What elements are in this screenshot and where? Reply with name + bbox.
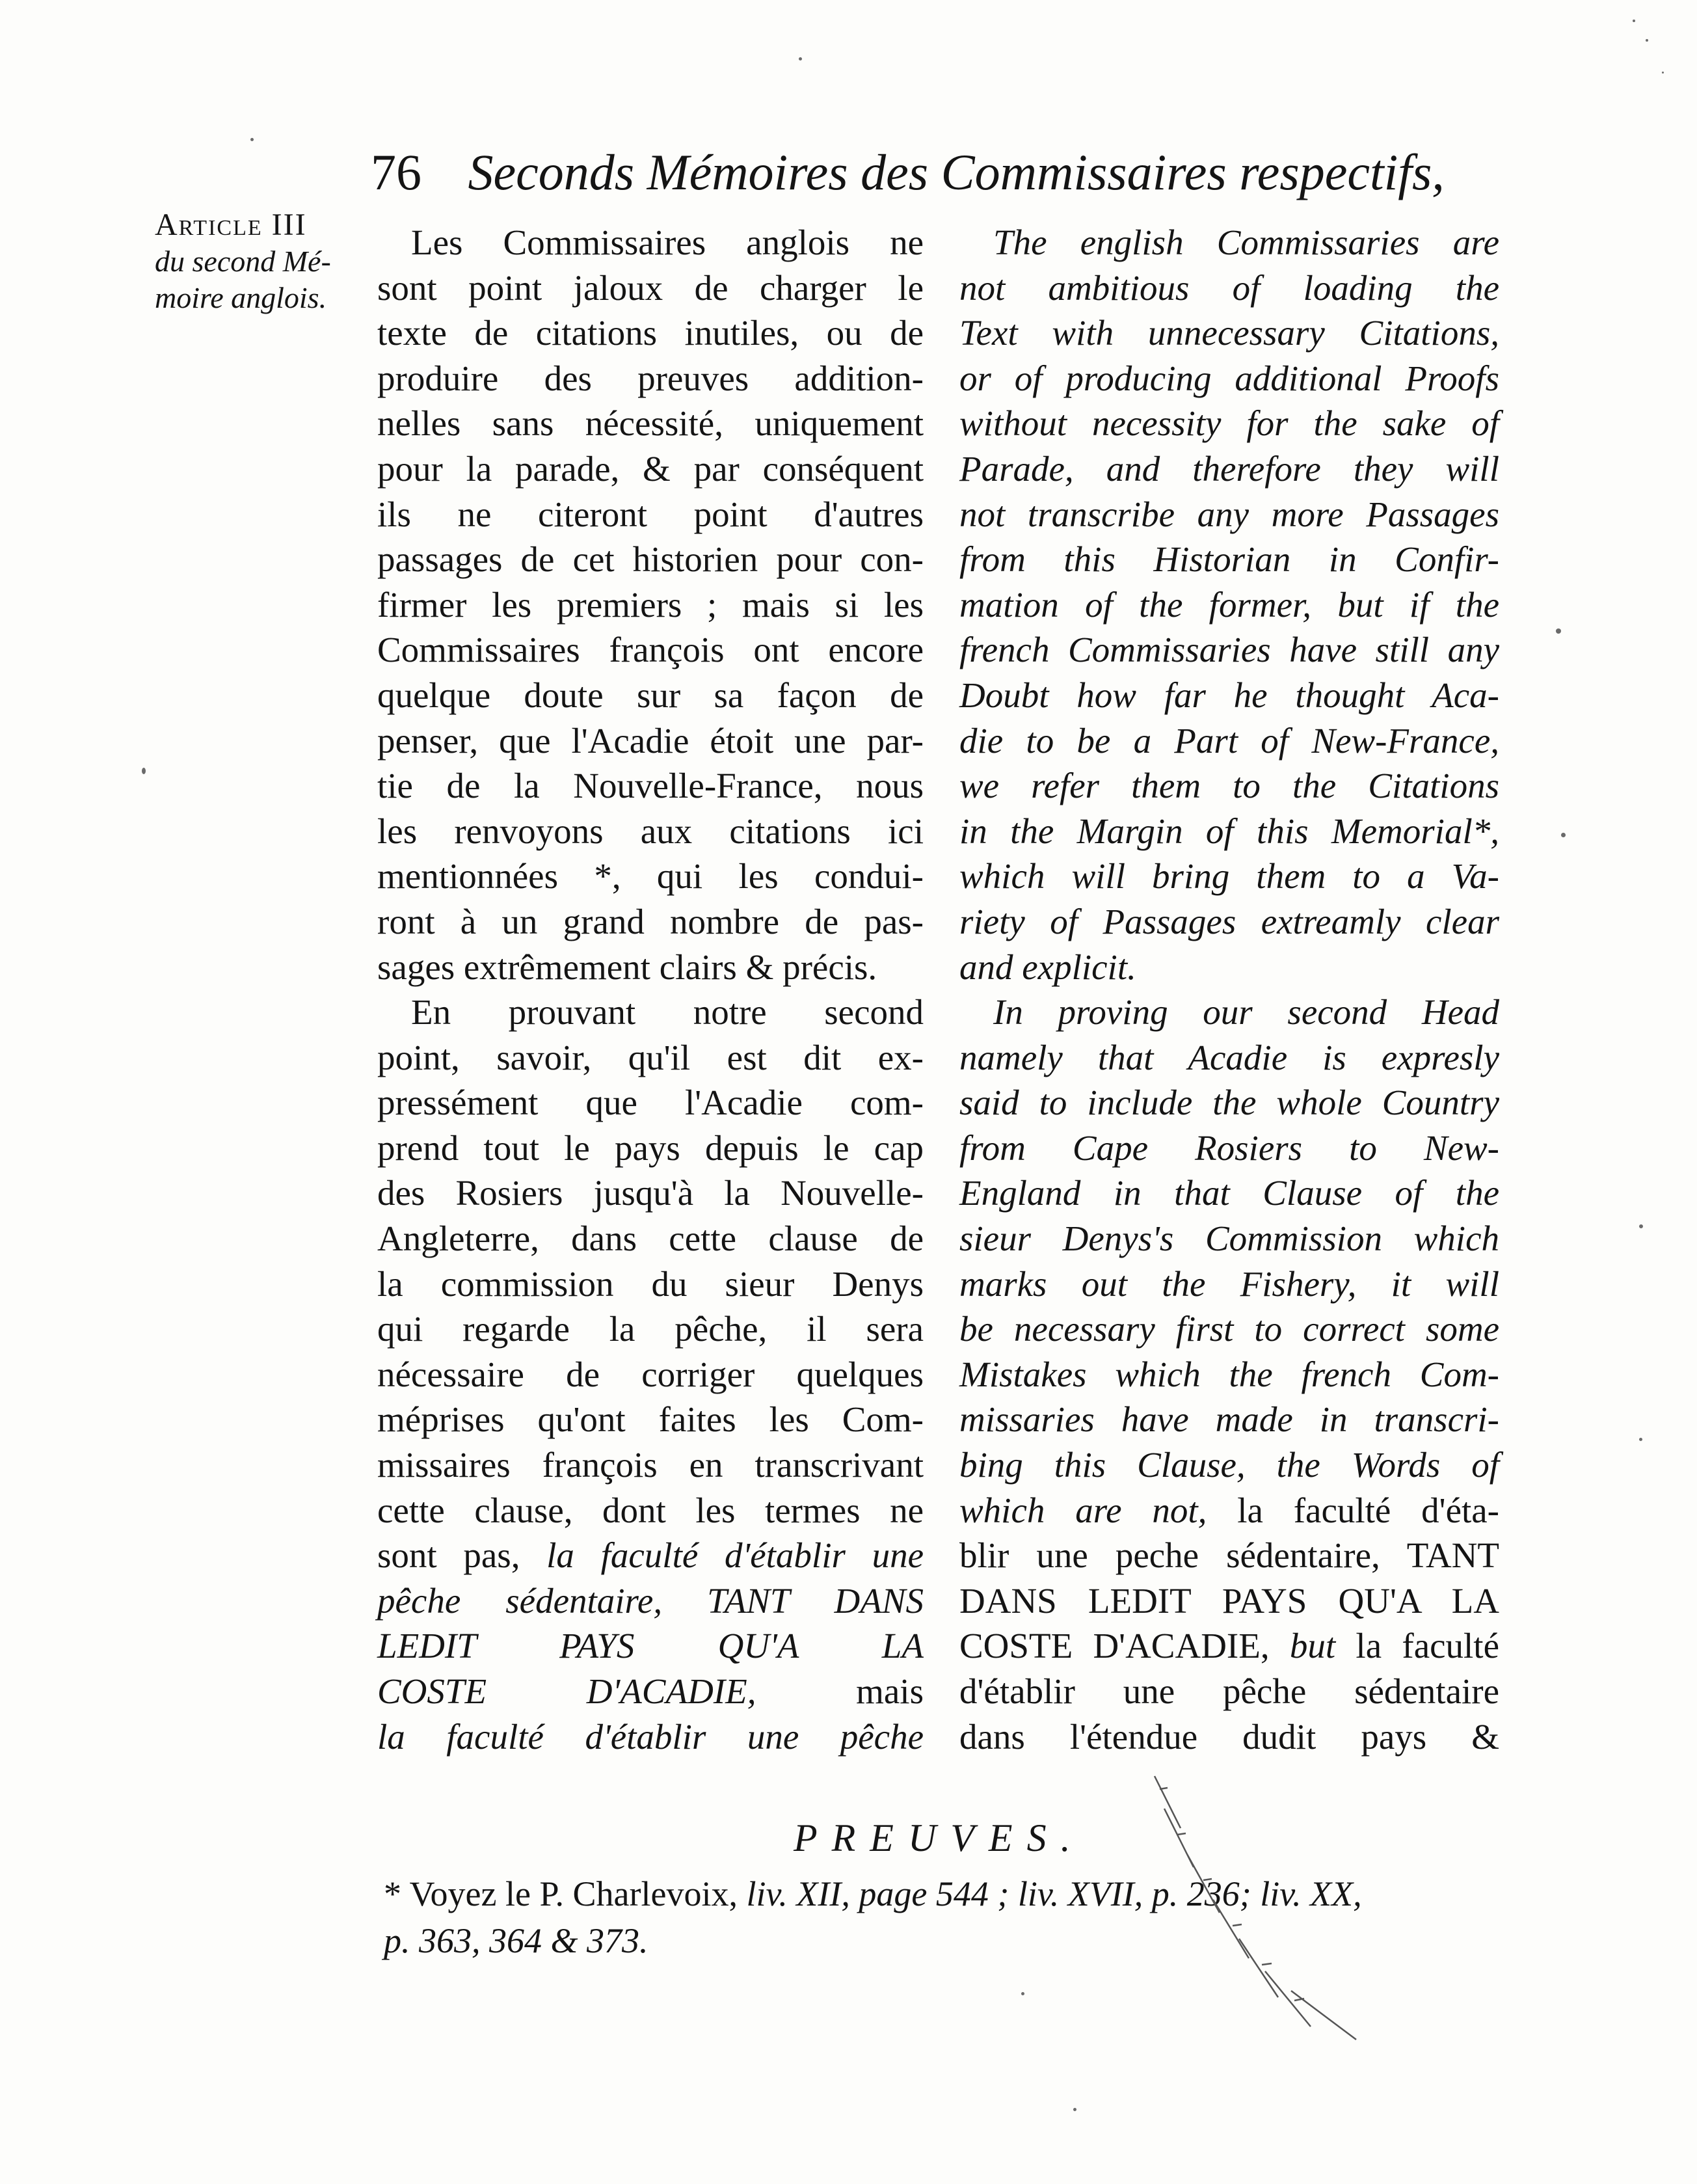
french-line: des Rosiers jusqu'à la Nouvelle-	[377, 1173, 924, 1213]
french-line: sages extrêmement clairs & précis.	[377, 947, 877, 987]
french-line: firmer les premiers ; mais si les	[377, 584, 924, 625]
english-line: Doubt how far he thought Aca-	[959, 675, 1499, 715]
print-speck	[142, 768, 146, 774]
english-roman-text: la faculté	[1335, 1626, 1499, 1666]
french-line: produire des preuves addition-	[377, 358, 924, 398]
english-line: marks out the Fishery, it will	[959, 1263, 1499, 1304]
margin-line-3: moire anglois.	[155, 281, 327, 314]
french-line: En prouvant notre second	[411, 992, 924, 1032]
french-line: pressément que l'Acadie com-	[377, 1083, 924, 1123]
english-line: without necessity for the sake of	[959, 403, 1499, 444]
english-roman-text: COSTE D'ACADIE,	[959, 1626, 1290, 1666]
french-line: la commission du sieur Denys	[377, 1263, 924, 1304]
running-title: Seconds Mémoires des Commissaires respectifs,	[468, 144, 1445, 200]
english-line: Text with unnecessary Citations,	[959, 313, 1499, 353]
french-line: penser, que l'Acadie étoit une par-	[377, 720, 924, 761]
footnote-roman-text: * Voyez le P. Charlevoix,	[384, 1874, 747, 1913]
english-column	[959, 220, 1499, 1759]
french-line: missaires françois en transcrivant	[377, 1445, 924, 1485]
french-line: passages de cet historien pour con-	[377, 539, 924, 580]
print-speck	[250, 138, 254, 141]
english-line: not ambitious of loading the	[959, 267, 1499, 308]
english-line: or of producing additional Proofs	[959, 358, 1499, 398]
print-speck	[1662, 72, 1664, 74]
french-line: ront à un grand nombre de pas-	[377, 901, 924, 941]
english-line: we refer them to the Citations	[959, 766, 1499, 806]
english-line: be necessary first to correct some	[959, 1309, 1499, 1349]
scan-artifact-hatching	[1142, 1770, 1369, 2043]
english-line: and explicit.	[959, 947, 1136, 987]
french-line: qui regarde la pêche, il sera	[377, 1309, 924, 1349]
english-line: England in that Clause of the	[959, 1173, 1499, 1213]
french-line: nécessaire de corriger quelques	[377, 1354, 924, 1394]
english-line: french Commissaries have still any	[959, 630, 1499, 670]
page-number: 76	[371, 144, 421, 200]
footnote-line-2: p. 363, 364 & 373.	[384, 1921, 648, 1960]
english-line: not transcribe any more Passages	[959, 494, 1499, 534]
english-line	[959, 1488, 1499, 1533]
french-line: mentionnées *, qui les condui-	[377, 856, 924, 897]
margin-note	[155, 207, 369, 316]
print-speck	[1639, 1224, 1643, 1228]
english-line: blir une peche sédentaire, TANT	[959, 1535, 1499, 1576]
french-line: LEDIT PAYS QU'A LA	[377, 1626, 924, 1666]
french-line: méprises qu'ont faites les Com-	[377, 1399, 924, 1440]
english-line: In proving our second Head	[993, 992, 1499, 1032]
english-line: missaries have made in transcri-	[959, 1399, 1499, 1440]
english-line: bing this Clause, the Words of	[959, 1445, 1499, 1485]
english-line: namely that Acadie is expresly	[959, 1037, 1499, 1077]
french-line: prend tout le pays depuis le cap	[377, 1127, 924, 1168]
english-line: said to include the whole Country	[959, 1083, 1499, 1123]
english-line: DANS LEDIT PAYS QU'A LA	[959, 1580, 1499, 1621]
english-line: which will bring them to a Va-	[959, 856, 1499, 897]
french-roman-text: mais	[756, 1671, 924, 1711]
french-line: les renvoyons aux citations ici	[377, 811, 924, 851]
print-speck	[799, 57, 802, 61]
print-speck	[1639, 1438, 1642, 1441]
english-line: in the Margin of this Memorial*,	[959, 811, 1499, 851]
english-line: from Cape Rosiers to New-	[959, 1127, 1499, 1168]
english-line: riety of Passages extreamly clear	[959, 901, 1499, 941]
french-line	[377, 1669, 924, 1714]
french-column	[377, 220, 924, 1759]
french-line: Angleterre, dans cette clause de	[377, 1219, 924, 1259]
french-line: point, savoir, qu'il est dit ex-	[377, 1037, 924, 1077]
french-roman-text: sont pas,	[377, 1535, 547, 1576]
english-line: mation of the former, but if the	[959, 584, 1499, 625]
french-line: pour la parade, & par conséquent	[377, 448, 924, 489]
margin-line-2: du second Mé-	[155, 245, 331, 278]
french-line: ils ne citeront point d'autres	[377, 494, 924, 534]
french-line: tie de la Nouvelle-France, nous	[377, 766, 924, 806]
proofs-heading: PREUVES.	[794, 1816, 1085, 1859]
english-line: from this Historian in Confir-	[959, 539, 1499, 580]
english-line: Parade, and therefore they will	[959, 448, 1499, 489]
french-italic-text: la faculté d'établir une	[546, 1535, 924, 1576]
french-line: sont point jaloux de charger le	[377, 267, 924, 308]
french-line	[377, 1533, 924, 1578]
french-line: Commissaires françois ont encore	[377, 630, 924, 670]
print-speck	[1633, 20, 1635, 22]
print-speck	[1561, 833, 1566, 837]
french-line: Les Commissaires anglois ne	[411, 222, 924, 262]
english-line: Mistakes which the french Com-	[959, 1354, 1499, 1394]
english-line: d'établir une pêche sédentaire	[959, 1671, 1499, 1711]
print-speck	[1646, 39, 1648, 42]
french-line: pêche sédentaire, TANT DANS	[377, 1580, 924, 1621]
english-italic-text: which are not,	[959, 1490, 1207, 1530]
print-speck	[1021, 1992, 1024, 1995]
english-line: The english Commissaries are	[993, 222, 1499, 262]
french-line: quelque doute sur sa façon de	[377, 675, 924, 715]
english-line: sieur Denys's Commission which	[959, 1219, 1499, 1259]
footnote-italic-text: liv. XII, page 544 ; liv. XVII, p. 236; liv. XX,	[746, 1874, 1362, 1913]
english-line: die to be a Part of New-France,	[959, 720, 1499, 761]
french-line: cette clause, dont les termes ne	[377, 1490, 924, 1530]
french-line: nelles sans nécessité, uniquement	[377, 403, 924, 444]
english-line	[959, 1623, 1499, 1669]
french-italic-text: COSTE D'ACADIE,	[377, 1671, 756, 1711]
english-line: dans l'étendue dudit pays &	[959, 1716, 1499, 1757]
french-line: la faculté d'établir une pêche	[377, 1716, 924, 1757]
english-roman-text: la faculté d'éta-	[1207, 1490, 1499, 1530]
print-speck	[1073, 2108, 1076, 2111]
english-italic-text: but	[1289, 1626, 1336, 1666]
print-speck	[1556, 628, 1561, 634]
margin-article: Article III	[155, 208, 307, 242]
page-header	[371, 140, 1445, 205]
french-line: texte de citations inutiles, ou de	[377, 313, 924, 353]
